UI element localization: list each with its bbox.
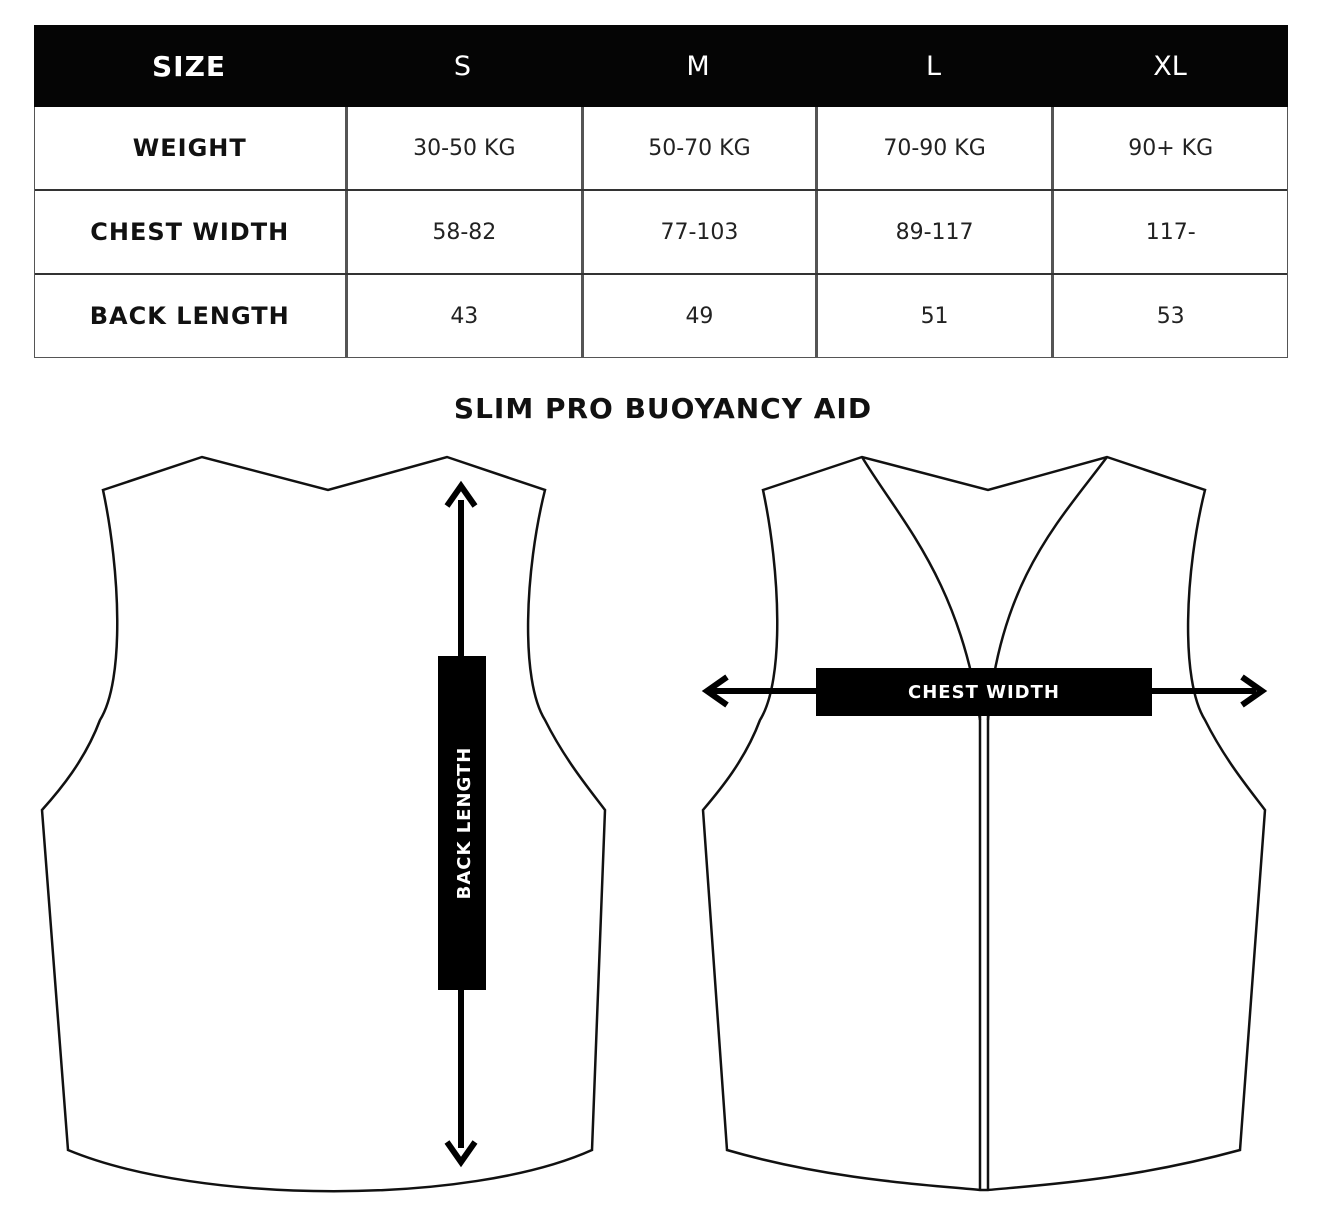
- table-cell: 50-70 KG: [581, 107, 815, 189]
- table-header-row: [34, 25, 1288, 107]
- table-cell: 90+ KG: [1051, 107, 1287, 189]
- table-cell: 70-90 KG: [815, 107, 1052, 189]
- row-label: BACK LENGTH: [89, 302, 290, 330]
- vest-front-outline: [703, 457, 1265, 1190]
- table-row-chest-width: [35, 189, 1287, 273]
- table-row-weight: [35, 107, 1287, 189]
- table-cell: 89-117: [815, 191, 1052, 273]
- table-cell: 58-82: [345, 191, 582, 273]
- vest-back-outline: [42, 457, 605, 1191]
- row-label: CHEST WIDTH: [90, 218, 290, 246]
- header-size-m: M: [686, 50, 710, 82]
- header-size-xl: XL: [1153, 50, 1187, 82]
- header-size-label: SIZE: [151, 49, 226, 83]
- header-size-s: S: [453, 50, 472, 82]
- vest-back-diagram: [42, 457, 605, 1191]
- table-cell: 77-103: [581, 191, 815, 273]
- header-size-l: L: [925, 50, 942, 82]
- table-body: [34, 107, 1288, 358]
- row-label: WEIGHT: [132, 134, 247, 162]
- vest-front-diagram: [703, 457, 1265, 1190]
- table-cell: 49: [581, 275, 815, 357]
- table-cell: 117-: [1051, 191, 1287, 273]
- product-title: SLIM PRO BUOYANCY AID: [453, 392, 873, 425]
- table-cell: 30-50 KG: [345, 107, 582, 189]
- chest-width-diagram-label: CHEST WIDTH: [908, 682, 1060, 703]
- table-cell: 51: [815, 275, 1052, 357]
- back-length-diagram-label: BACK LENGTH: [454, 746, 475, 900]
- table-cell: 43: [345, 275, 582, 357]
- vest-diagrams: [0, 440, 1326, 1226]
- table-row-back-length: [35, 273, 1287, 357]
- size-chart-table: [34, 25, 1288, 358]
- table-cell: 53: [1051, 275, 1287, 357]
